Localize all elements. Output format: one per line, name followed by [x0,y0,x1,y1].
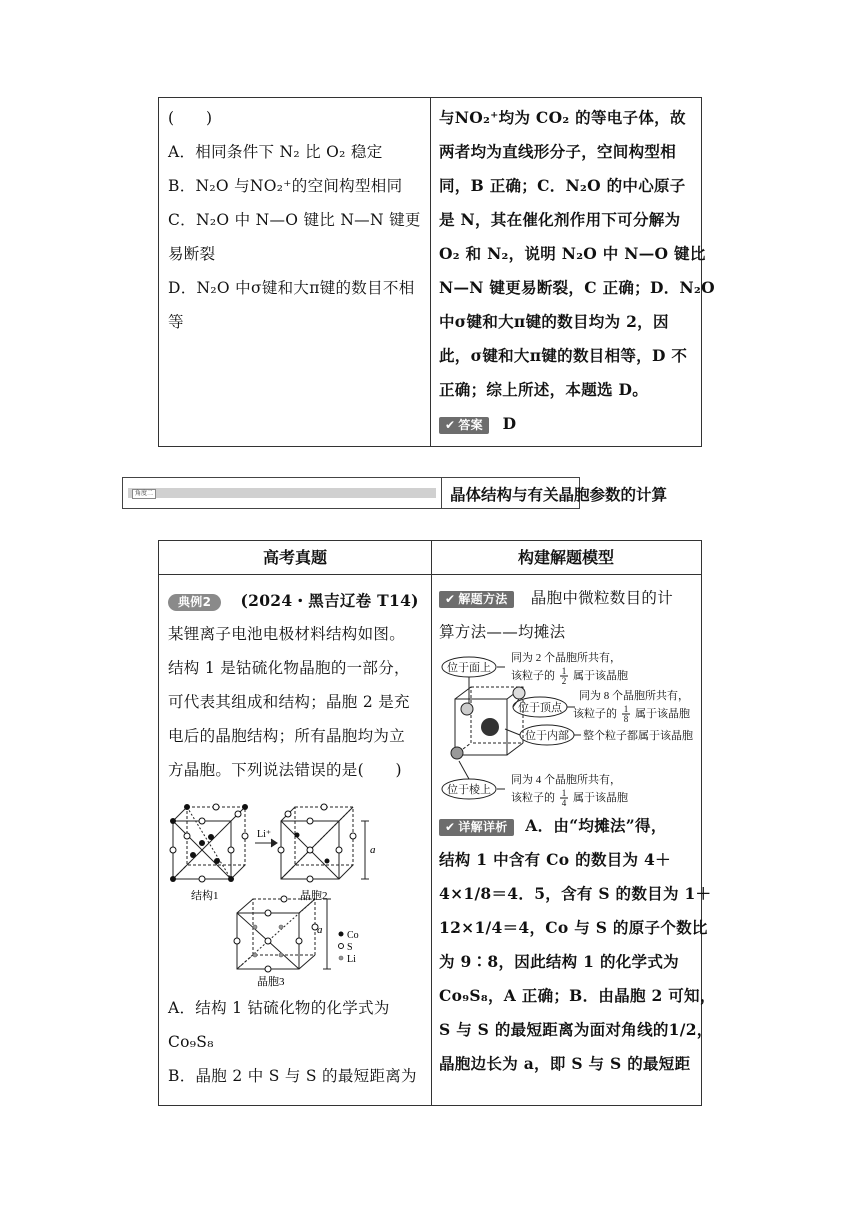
svg-text:1: 1 [561,788,567,798]
top-right-line: 同，B 正确；C．N₂O 的中心原子 [439,176,686,195]
detail-line1: A．由“均摊法”得， [525,816,667,835]
detail-line: S 与 S 的最短距离为面对角线的1/2， [439,1020,713,1039]
top-right-line: N—N 键更易断裂，C 正确；D．N₂O [439,278,715,297]
section-title-box [441,478,668,508]
option-a-line1: A．结构 1 钴硫化物的化学式为 [168,999,390,1017]
detail-line: 晶胞边长为 a，即 S 与 S 的最短距 [439,1054,691,1073]
vertex-desc2-pre: 该粒子的 [573,708,617,720]
top-left-line: B．N₂O 与NO₂⁺的空间构型相同 [168,177,403,195]
inner-label: 位于内部 [525,730,569,742]
face-desc1: 同为 2 个晶胞所共有， [511,652,621,664]
detail-line: 12×1/4＝4，Co 与 S 的原子个数比 [439,918,708,937]
crystal-structure-figure [167,799,427,991]
detail-line: 为 9∶8，因此结构 1 的化学式为 [439,952,679,971]
top-left-line: A．相同条件下 N₂ 比 O₂ 稳定 [168,143,383,161]
method-line1: 晶胞中微粒数目的计 [530,589,673,607]
inner-desc: 整个粒子都属于该晶胞 [583,730,693,742]
options-col [168,991,430,1093]
edge-desc2-pre: 该粒子的 [511,792,555,804]
question-line: 方晶胞。下列说法错误的是( ) [168,761,402,779]
svg-text:2: 2 [561,676,567,686]
svg-text:1: 1 [623,704,629,714]
face-desc2-post: 属于该晶胞 [573,670,628,682]
top-right-line: 中σ键和大π键的数目均为 2，因 [439,312,669,331]
method-row [439,581,701,615]
vertex-desc1: 同为 8 个晶胞所共有， [579,690,689,702]
vertex-desc2-post: 属于该晶胞 [635,708,690,720]
arrow-label: Li⁺ [257,829,272,840]
vertex-label: 位于顶点 [518,702,562,714]
header-divider [159,574,701,575]
svg-text:8: 8 [623,714,629,724]
edge-desc2-post: 属于该晶胞 [573,792,628,804]
question-line: 某锂离子电池电极材料结构如图。 [168,625,406,643]
answer-tag: ✔ 答案 [439,417,489,434]
header-left: 高考真题 [262,548,327,567]
question-line: 结构 1 是钴硫化物晶胞的一部分， [168,659,410,677]
top-left-line: ( ) [168,109,213,127]
example-tag: 典例2 [168,594,221,611]
question-col [168,585,430,787]
top-left-line: C．N₂O 中 N—O 键比 N—N 键更 [168,211,421,229]
top-right-line: 是 N，其在催化剂作用下可分解为 [439,210,681,229]
detail-head [439,809,701,843]
model-col [439,581,701,649]
detail-line: Co₉S₈，A 正确；B．由晶胞 2 可知， [439,986,716,1005]
detail-tag: ✔ 详解详析 [439,819,514,836]
face-label: 位于面上 [447,662,491,674]
column-divider [431,541,432,1105]
top-table [158,97,715,447]
top-right-line: O₂ 和 N₂，说明 N₂O 中 N—O 键比 [439,244,706,263]
section-title: 晶体结构与有关晶胞参数的计算 [450,486,668,504]
question-line: 电后的晶胞结构；所有晶胞均为立 [168,727,406,745]
face-desc2-pre: 该粒子的 [511,670,555,682]
question-source: (2024・黑吉辽卷 T14) [240,591,419,610]
question-head [168,585,430,617]
top-left-line: 等 [168,313,184,331]
legend-co: Co [347,930,359,941]
answer-row [439,407,701,441]
section-tag-bar [128,488,436,498]
legend-s: S [347,942,353,953]
top-right-line: 此，σ键和大π键的数目相等，D 不 [439,346,688,365]
answer-value: D [502,414,517,433]
main-table [158,540,716,1106]
section-banner [122,477,668,509]
label-structure1: 结构1 [191,890,219,902]
header-right: 构建解题模型 [517,548,614,567]
top-right-line: 两者均为直线形分子，空间构型相 [439,142,677,161]
label-cell3: 晶胞3 [257,976,285,988]
check-icon: ✔ [445,819,456,834]
detail-line: 4×1/8＝4．5，含有 S 的数目为 1＋ [439,884,712,903]
edge-label-a: a [317,924,323,936]
legend-li: Li [347,954,356,965]
detail-col [439,809,716,1081]
question-line: 可代表其组成和结构；晶胞 2 是充 [168,693,410,711]
section-tag: 角度二 [132,489,156,499]
detail-line: 结构 1 中含有 Co 的数目为 4＋ [439,850,671,869]
svg-text:4: 4 [561,798,567,808]
top-left-line: D．N₂O 中σ键和大π键的数目不相 [168,279,415,297]
share-method-diagram [435,649,699,809]
method-tag: ✔ 解题方法 [439,591,514,608]
option-a-line2: Co₉S₈ [168,1033,214,1051]
edge-pos-label: 位于棱上 [447,784,491,796]
top-right-line: 与NO₂⁺均为 CO₂ 的等电子体，故 [439,108,686,127]
svg-text:1: 1 [561,666,567,676]
top-left-col [159,98,431,446]
top-right-line: 正确；综上所述，本题选 D。 [439,380,649,399]
method-line2: 算方法——均摊法 [439,623,566,641]
check-icon: ✔ [445,591,456,606]
top-right-col [431,98,715,446]
edge-label-a: a [370,844,376,856]
option-b: B．晶胞 2 中 S 与 S 的最短距离为 [168,1067,417,1085]
check-icon: ✔ [445,417,456,432]
edge-desc1: 同为 4 个晶胞所共有， [511,774,621,786]
label-cell2: 晶胞2 [300,890,328,902]
top-left-line: 易断裂 [168,245,216,263]
